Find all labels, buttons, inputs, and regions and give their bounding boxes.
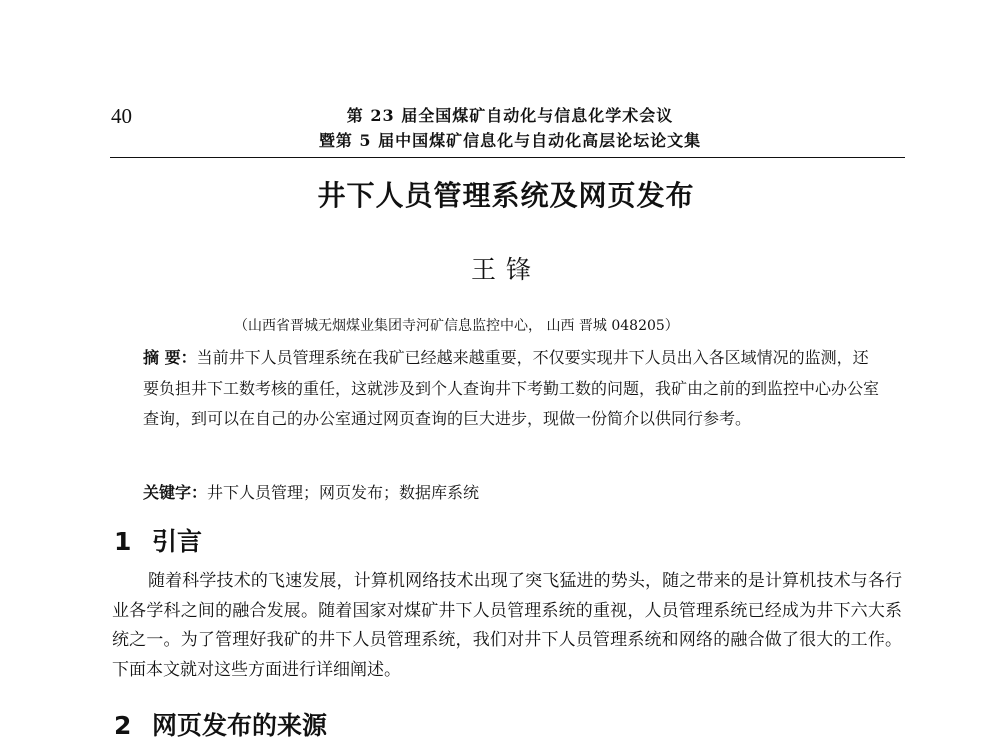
author-affiliation: （山西省晋城无烟煤业集团寺河矿信息监控中心， 山西 晋城 048205） bbox=[234, 318, 679, 334]
abstract-text: 当前井下人员管理系统在我矿已经越来越重要，不仅要实现井下人员出入各区域情况的监测，还要负担井下工数考核的重任，这就涉及到个人查询井下考勤工数的问题，我矿由之前的到监控中心办公室查询，到可以在自己的办公室通过网页查询的巨大进步，现做一份简介以供同行参考。 bbox=[143, 348, 880, 429]
section-2-number: 2 bbox=[114, 711, 132, 740]
running-header bbox=[150, 103, 870, 153]
page-number: 40 bbox=[111, 104, 132, 128]
section-1-paragraph: 随着科学技术的飞速发展，计算机网络技术出现了突飞猛进的势头，随之带来的是计算机技术与各行业各学科之间的融合发展。随着国家对煤矿井下人员管理系统的重视，人员管理系统已经成为井下六大系统之一。为了管理好我矿的井下人员管理系统，我们对井下人员管理系统和网络的融合做了很大的工作。下面本文就对这些方面进行详细阐述。 bbox=[112, 571, 902, 680]
section-2-title: 网页发布的来源 bbox=[152, 711, 328, 740]
keywords-text: 井下人员管理；网页发布；数据库系统 bbox=[207, 483, 480, 502]
running-header-line-2: 暨第 5 届中国煤矿信息化与自动化高层论坛论文集 bbox=[318, 131, 702, 150]
section-1-body bbox=[112, 567, 902, 685]
header-rule bbox=[110, 157, 905, 158]
section-1-number: 1 bbox=[114, 527, 132, 556]
abstract bbox=[143, 343, 883, 435]
section-1-heading bbox=[114, 522, 202, 558]
running-header-line-1: 第 23 届全国煤矿自动化与信息化学术会议 bbox=[346, 106, 674, 125]
section-1-title: 引言 bbox=[152, 527, 203, 556]
keywords bbox=[143, 480, 479, 503]
author-name: 王锋 bbox=[470, 255, 541, 284]
abstract-label: 摘 要： bbox=[143, 348, 197, 367]
keywords-label: 关键字： bbox=[143, 483, 208, 502]
paper-title: 井下人员管理系统及网页发布 bbox=[317, 179, 695, 212]
section-2-heading bbox=[114, 706, 327, 742]
